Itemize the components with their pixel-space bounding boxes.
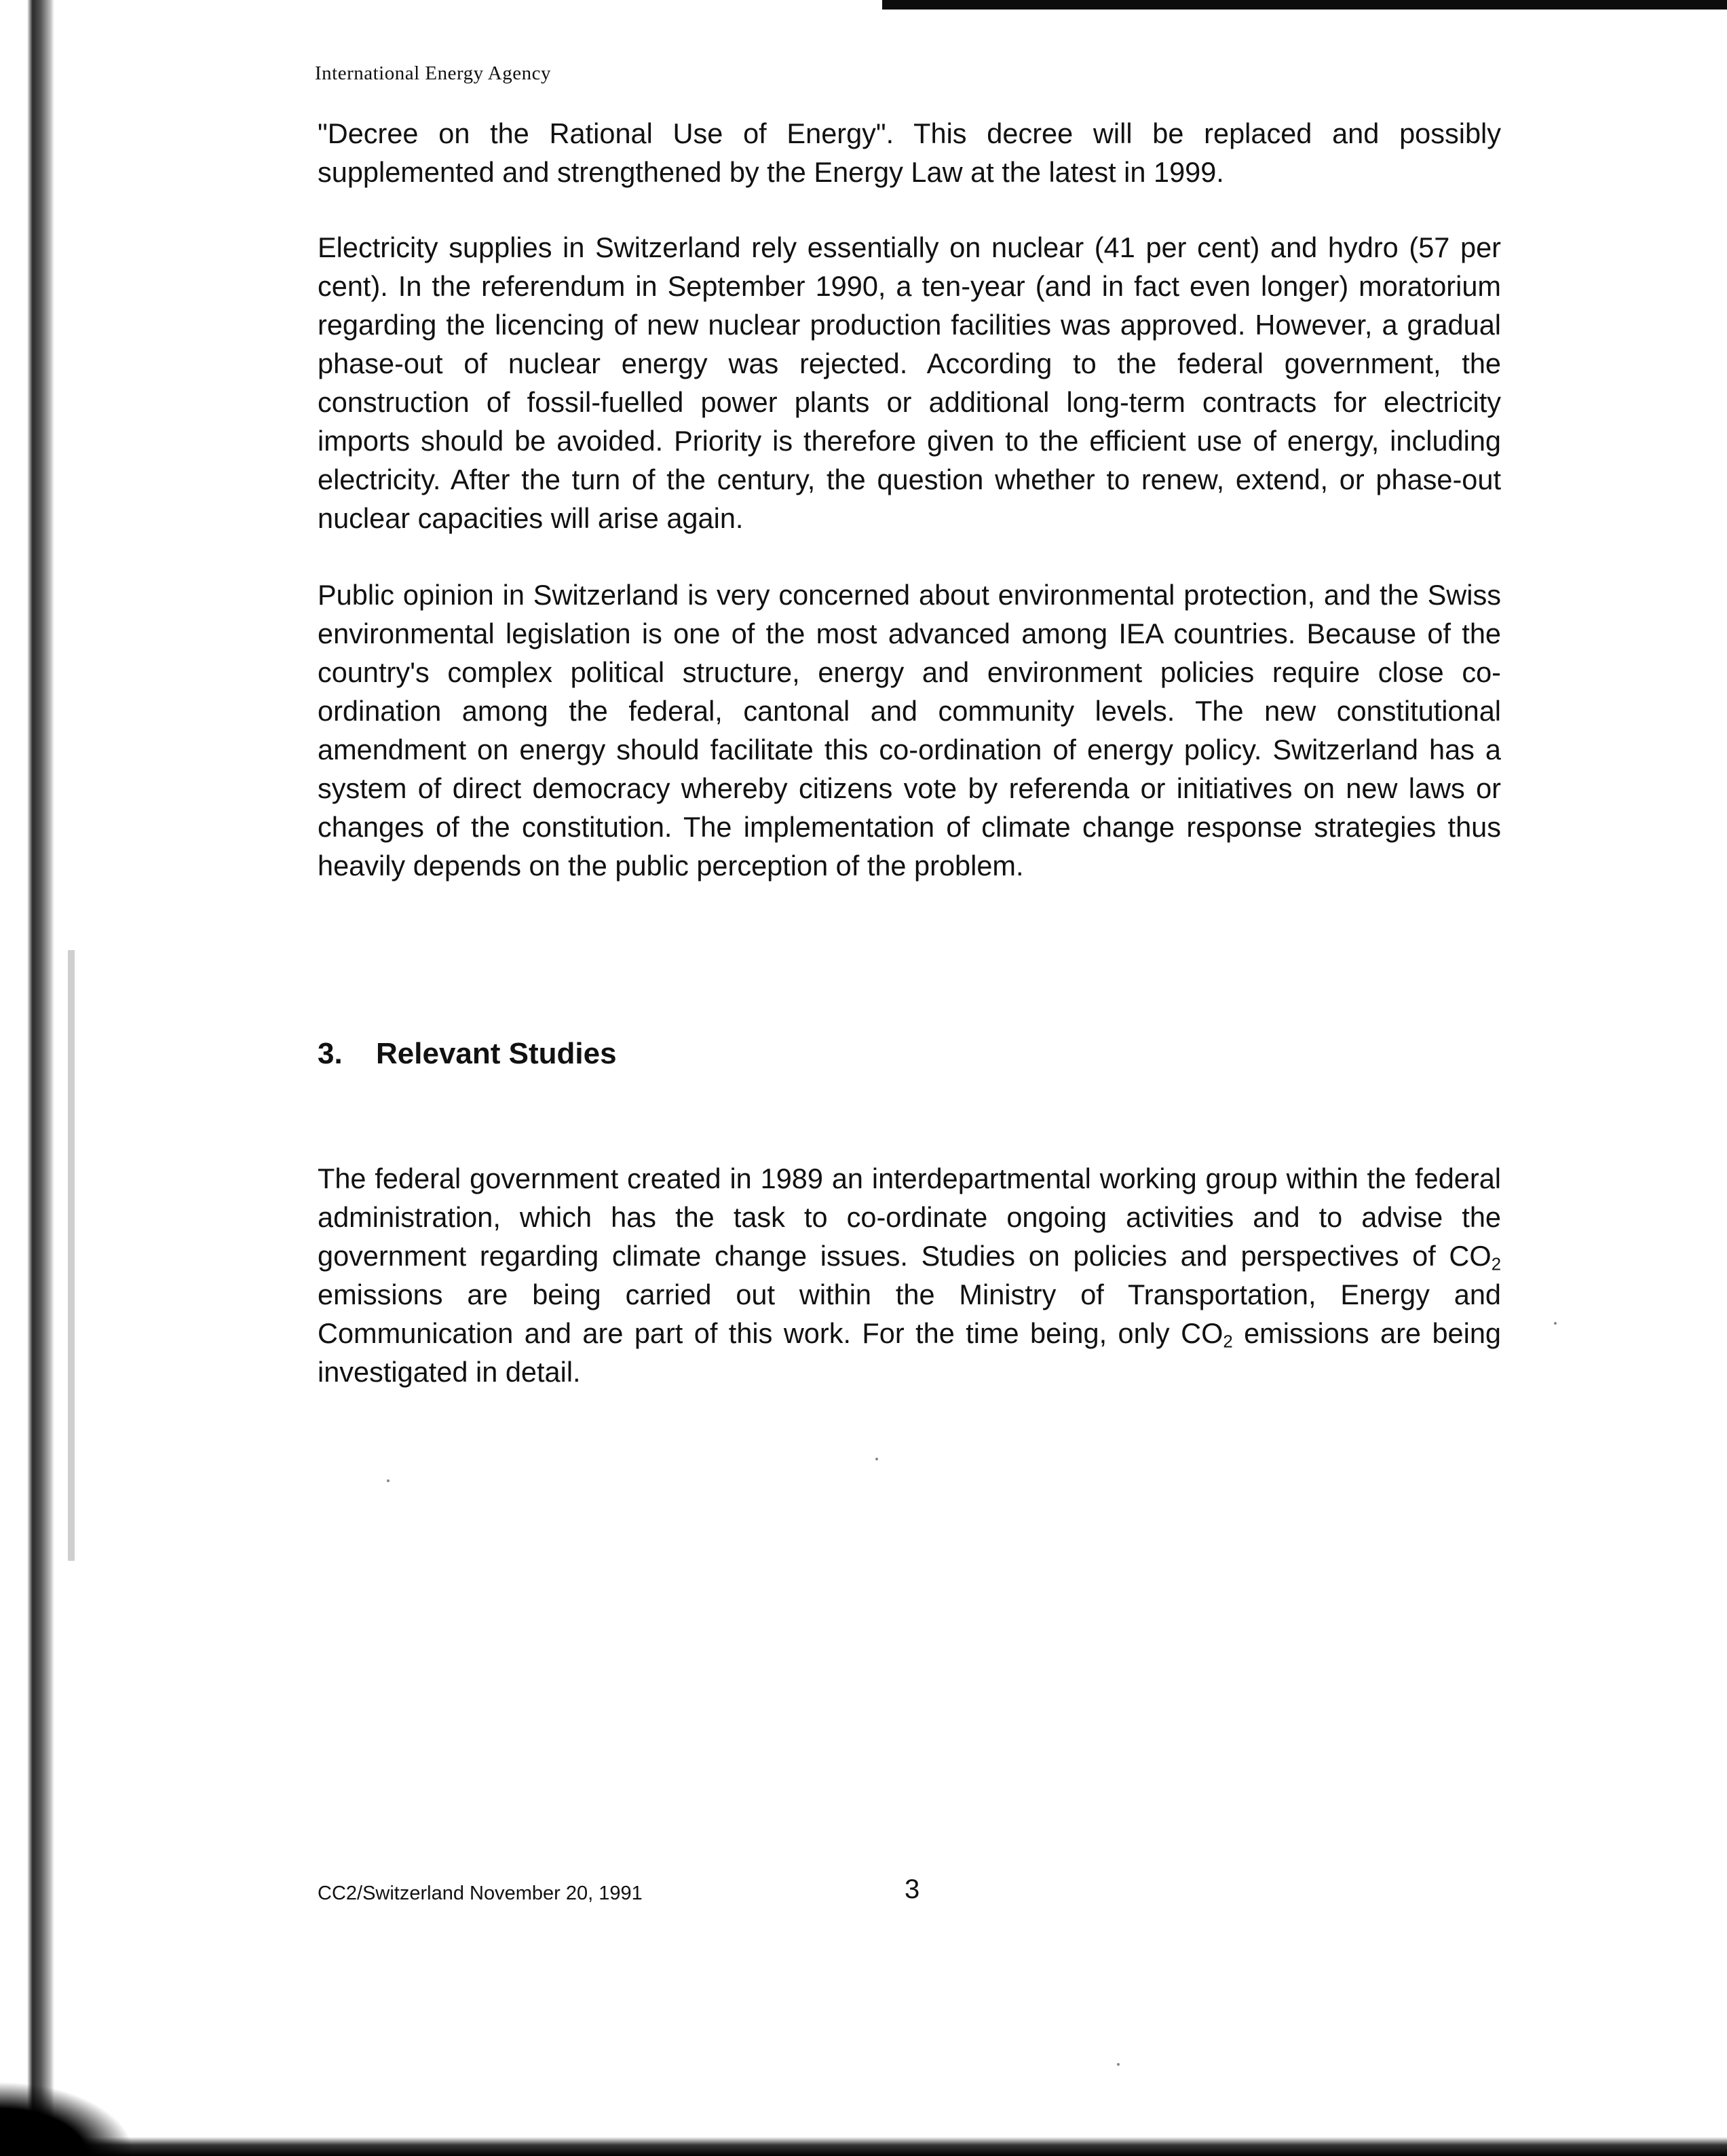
- scan-binding-edge: [0, 0, 54, 2156]
- paragraph-public-opinion: Public opinion in Switzerland is very concerned about environmental protection, and the Swiss environmental legislation is one of the most advanced among IEA countries. Because of the country's complex political structure, energy and environment policies require close co-ordination among the federal, cantonal and community levels. The new constitutional amendment on energy should facilitate this co-ordination of energy policy. Switzerland has a system of direct democracy whereby citizens vote by referenda or initiatives on new laws or changes of the constitution. The implementation of climate change response strategies thus heavily depends on the public perception of the problem.: [318, 579, 1501, 882]
- paragraph-studies-part-2: emissions are being carried out within the Ministry of Transportation, Energy and Communication and are part of this work. For the time being, only CO: [318, 1279, 1501, 1349]
- page-number: 3: [905, 1874, 920, 1904]
- scan-bottom-border: [0, 2137, 1727, 2156]
- paragraph-studies-part-3: emissions are being investigated in detail.: [318, 1317, 1501, 1388]
- section-number: 3.: [318, 1037, 343, 1070]
- paragraph-electricity: Electricity supplies in Switzerland rely essentially on nuclear (41 per cent) and hydro (57 per cent). In the referendum in September 1990, a ten-year (and in fact even longer) moratorium regarding the licencing of new nuclear production facilities was approved. However, a gradual phase-out of nuclear energy was rejected. According to the federal government, the construction of fossil-fuelled power plants or additional long-term contracts for electricity imports should be avoided. Priority is therefore given to the efficient use of energy, including electricity. After the turn of the century, the question whether to renew, extend, or phase-out nuclear capacities will arise again.: [318, 231, 1501, 534]
- co2-subscript: 2: [1491, 1255, 1501, 1274]
- co2-subscript: 2: [1223, 1332, 1233, 1352]
- scan-speck: [387, 1479, 390, 1482]
- section-heading: [318, 1037, 617, 1071]
- scan-speck: [875, 1458, 878, 1460]
- scan-corner-shadow: [0, 2081, 136, 2156]
- scan-speck: [1554, 1322, 1557, 1325]
- footer-document-reference: CC2/Switzerland November 20, 1991: [318, 1883, 643, 1904]
- paragraph-studies: [318, 1159, 1501, 1391]
- paragraph-decree: "Decree on the Rational Use of Energy". This decree will be replaced and possibly supplemented and strengthened by the Energy Law at the latest in 1999.: [318, 117, 1501, 188]
- running-header: International Energy Agency: [315, 62, 551, 84]
- scan-speck: [1117, 2063, 1120, 2066]
- paragraph-studies-part-1: The federal government created in 1989 an interdepartmental working group within the federal administration, which has the task to co-ordinate ongoing activities and to advise the government regarding climate change issues. Studies on policies and perspectives of CO: [318, 1162, 1501, 1272]
- scan-edge-mark: [68, 950, 75, 1561]
- scan-top-border: [882, 0, 1727, 10]
- section-title: Relevant Studies: [376, 1037, 617, 1070]
